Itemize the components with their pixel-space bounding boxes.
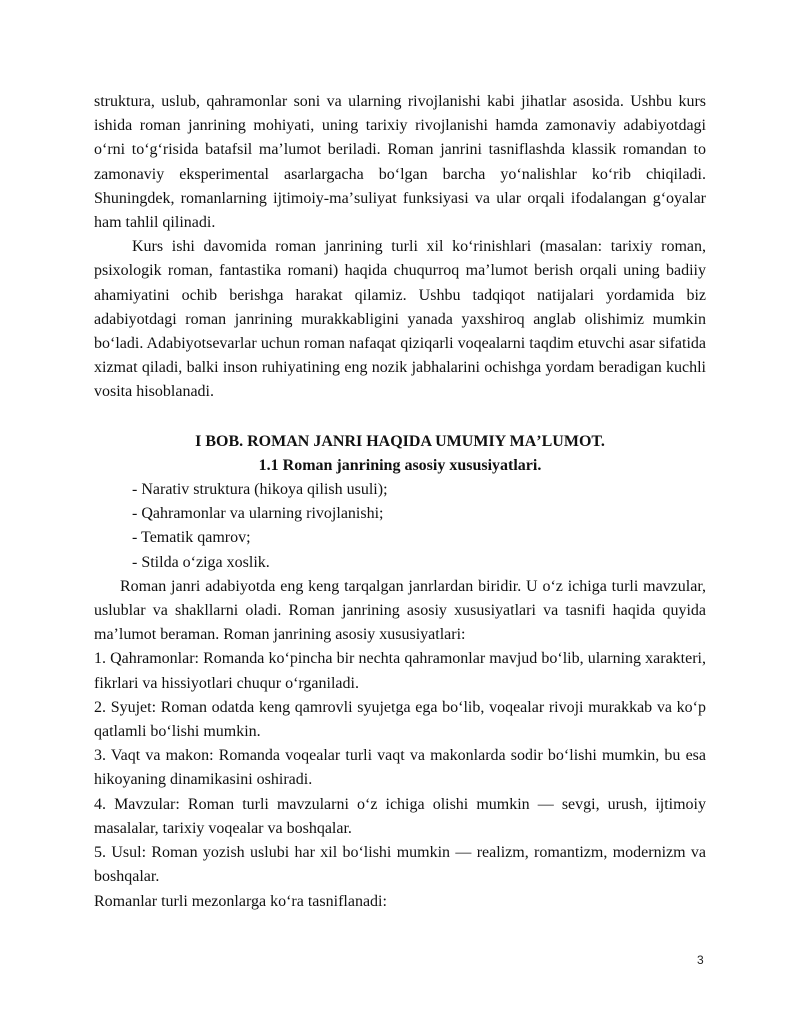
page-number: 3 — [697, 953, 704, 967]
section-heading: 1.1 Roman janrining asosiy xususiyatlari. — [258, 456, 542, 474]
document-page — [94, 90, 706, 914]
list-item: 2. Syujet: Roman odatda keng qamrovli syujetga ega boʻlib, voqealar rivoji murakkab va koʻp qatlamli boʻlishi mumkin. — [94, 698, 706, 741]
list-item: - Narativ struktura (hikoya qilish usuli); — [132, 481, 388, 499]
characteristics-list — [94, 647, 706, 889]
chapter-heading: I BOB. ROMAN JANRI HAQIDA UMUMIY MAʼLUMOT. — [195, 432, 605, 450]
list-item: 5. Usul: Roman yozish uslubi har xil boʻlishi mumkin — realizm, romantizm, modernizm va boshqalar. — [94, 844, 706, 886]
course-goal-paragraph: Kurs ishi davomida roman janrining turli xil koʻrinishlari (masalan: tarixiy roman, psixologik roman, fantastika romani) haqida chuqurroq maʼlumot berish orqali uning badiiy ahamiyatini ochib berishga harakat qilamiz. Ushbu tadqiqot natijalari yordamida biz adabiyotdagi roman janrining murakkabligini yanada yaxshiroq anglab olishimiz mumkin boʻladi. Adabiyotsevarlar uchun roman nafaqat qiziqarli voqealarni taqdim etuvchi asar sifatida xizmat qiladi, balki inson ruhiyatining eng nozik jabhalarini ochishga yordam beradigan kuchli vosita hisoblanadi. — [94, 238, 706, 401]
list-item: - Tematik qamrov; — [132, 529, 251, 547]
closing-line: Romanlar turli mezonlarga koʻra tasniflanadi: — [94, 892, 387, 910]
intro-continuation-paragraph: struktura, uslub, qahramonlar soni va ularning rivojlanishi kabi jihatlar asosida. Ushbu kurs ishida roman janrining mohiyati, uning tarixiy rivojlanishi hamda zamonaviy adabiyotdagi oʻrni toʻgʻrisida batafsil maʼlumot beriladi. Roman janrini tasniflashda klassik romandan to zamonaviy eksperimental asarlargacha boʻlgan barcha yoʻnalishlar koʻrib chiqiladi. Shuningdek, romanlarning ijtimoiy-maʼsuliyat funksiyasi va ular orqali ifodalangan gʻoyalar ham tahlil qilinadi. — [94, 93, 706, 232]
list-item: - Qahramonlar va ularning rivojlanishi; — [132, 505, 384, 523]
list-item: 1. Qahramonlar: Romanda koʻpincha bir nechta qahramonlar mavjud boʻlib, ularning xarakteri, fikrlari va hissiyotlari chuqur oʻrganiladi. — [94, 650, 706, 692]
genre-intro-paragraph: Roman janri adabiyotda eng keng tarqalgan janrlardan biridir. U oʻz ichiga turli mavzular, uslublar va shakllarni oladi. Roman janrining asosiy xususiyatlari va tasnifi haqida quyida maʼlumot beraman. Roman janrining asosiy xususiyatlari: — [94, 577, 706, 644]
list-item: 4. Mavzular: Roman turli mavzularni oʻz ichiga olishi mumkin — sevgi, urush, ijtimoiy masalalar, tarixiy voqealar va boshqalar. — [94, 795, 706, 837]
list-item: - Stilda oʻziga xoslik. — [132, 553, 270, 571]
features-list — [94, 478, 706, 575]
list-item: 3. Vaqt va makon: Romanda voqealar turli vaqt va makonlarda sodir boʻlishi mumkin, bu esa hikoyaning dinamikasini oshiradi. — [94, 747, 706, 789]
section-spacer — [94, 405, 706, 430]
